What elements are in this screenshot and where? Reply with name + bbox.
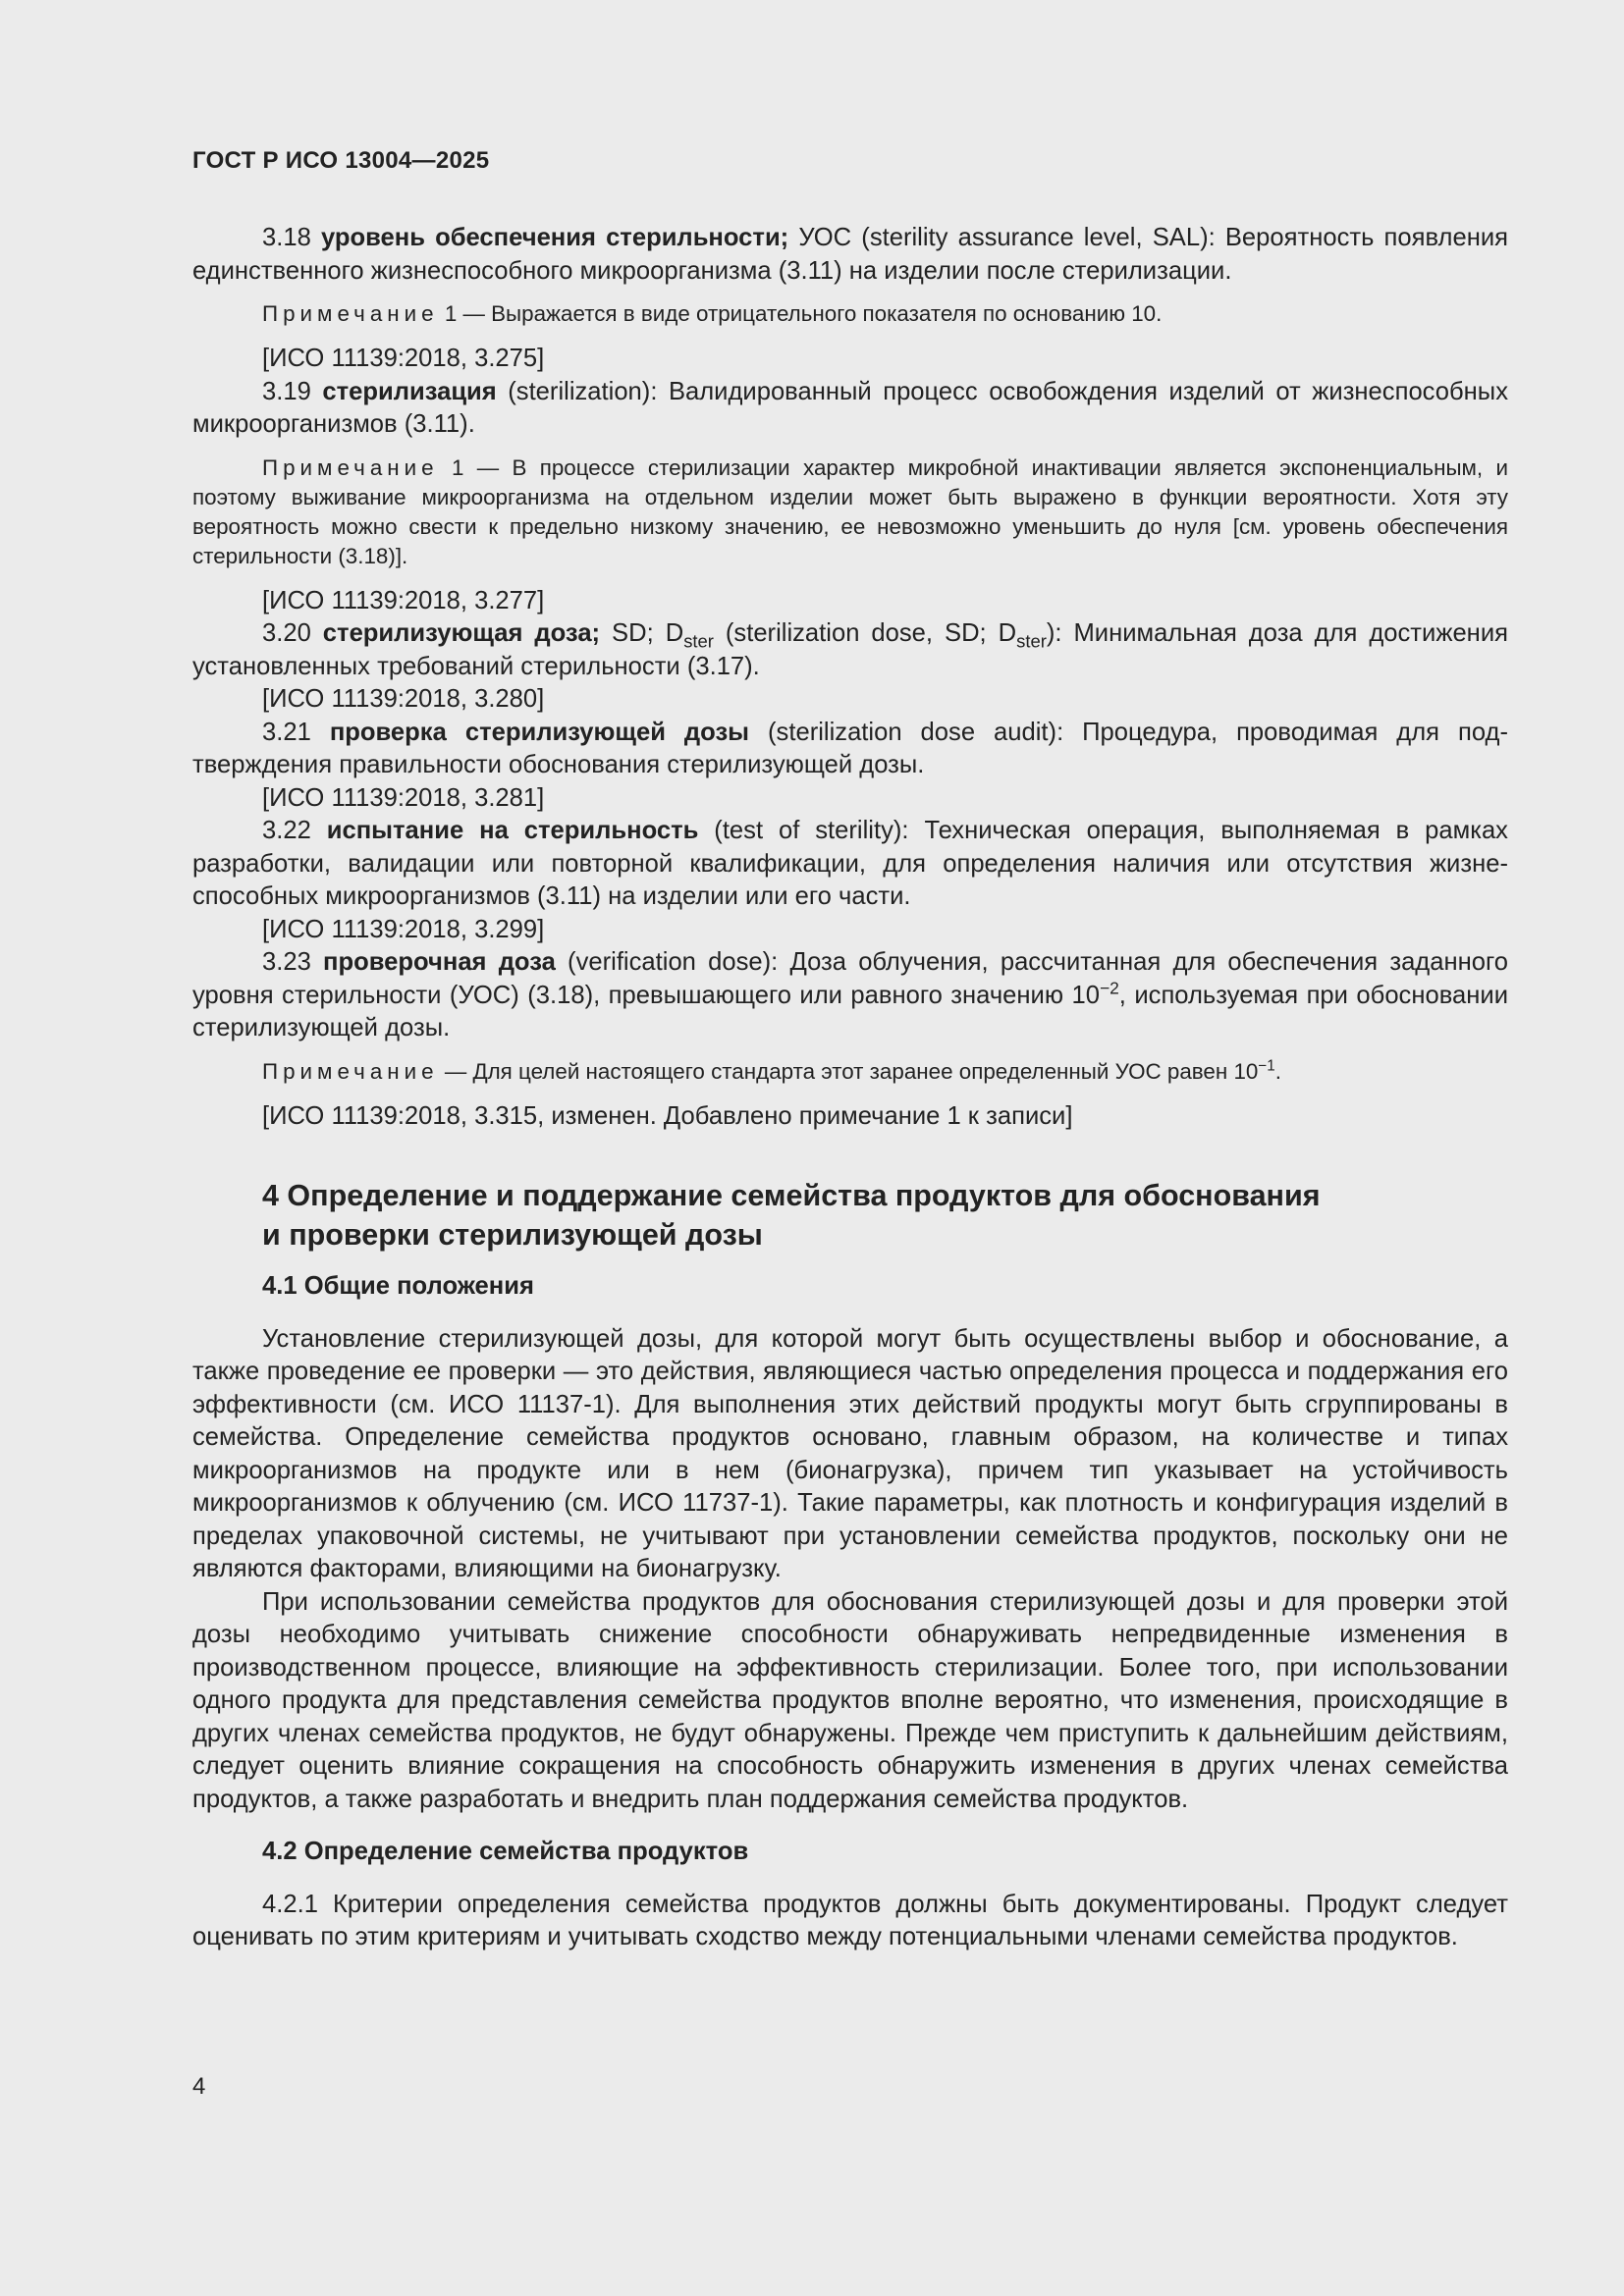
term-number: 3.19 <box>262 377 323 405</box>
reference-3-22: [ИСО 11139:2018, 3.299] <box>262 915 545 943</box>
term-definition: УОС (sterility assurance level, SAL): Вероятность появления единственного жизнеспособного микроорганизма (3.11) на изделии после стерилизации. <box>192 224 1508 285</box>
note-text: . <box>1274 1058 1281 1084</box>
reference-3-18: [ИСО 11139:2018, 3.275] <box>262 345 545 372</box>
note-3-23 <box>192 1057 1508 1087</box>
paragraph-4-1-2: При использовании семейства продуктов для обоснования стерилизующей дозы и для проверки этой дозы необходимо учитывать снижение способности обнаруживать непредвиденные изменения в производственном процессе, влияющие на эффективность стерилизации. Более того, при использовании одного продукта для представления семейства продуктов вполне вероятно, что изменения, происходящие в других членах семейства продуктов, не будут обнаружены. Прежде чем приступить к дальнейшим действиям, следует оценить влияние сокращения на способность обнаружить изменения в других членах семейства продуктов, а также разработать и внедрить план поддержания семейства продуктов. <box>192 1587 1508 1813</box>
reference-3-21: [ИСО 11139:2018, 3.281] <box>262 783 545 812</box>
section-4-heading-line: 4 Определение и поддержание семейства продуктов для обоснования <box>262 1179 1321 1212</box>
term-definition-part: ): Минимальная доза для достижения установленных требований стерильности (3.17). <box>192 619 1508 680</box>
term-3-18 <box>192 222 1508 288</box>
note-label: Примечание <box>262 454 439 480</box>
term-3-23 <box>192 946 1508 1045</box>
term-definition: (sterilization): Валидированный процесс освобождения изделий от жизнеспособных микроорганизмов (3.11). <box>192 377 1508 438</box>
paragraph-4-2-1: 4.2.1 Критерии определения семейства продуктов должны быть документированы. Продукт следует оценивать по этим критериям и учитывать сходство между потенциальными членами семейства продуктов. <box>192 1890 1508 1950</box>
document-body <box>192 222 1508 1954</box>
term-name: стерилизующая доза; <box>322 619 601 647</box>
note-label: Примечание <box>262 301 439 326</box>
superscript: −1 <box>1258 1057 1275 1075</box>
term-name: стерилизация <box>322 377 497 405</box>
term-3-20 <box>192 617 1508 683</box>
note-text: 1 — В процессе стерилизации характер микробной инактивации является экспоненциальным, и поэтому выживание микроорганизма на отдельном изделии может быть выражено в функции вероятности. Хотя эту вероятность можно свести к предельно низкому значению, ее невозможно уменьшить до нуля [см. уровень обеспечения стерильности (3.18)]. <box>192 454 1508 568</box>
term-definition: (sterilization dose audit): Процедура, проводимая для подтверждения правильности обоснования стерилизующей дозы. <box>192 718 1508 778</box>
term-definition-part: SD; D <box>600 619 684 647</box>
term-number: 3.21 <box>262 718 330 746</box>
term-definition: (test of sterility): Техническая операция, выполняемая в рамках разработки, валидации или повторной квалификации, для определения наличия или отсутствия жизнеспособных микроорганизмов (3.11) на изделии или его части. <box>192 817 1508 910</box>
term-number: 3.23 <box>262 948 324 976</box>
term-name: уровень обеспечения стерильности; <box>320 224 789 251</box>
superscript: −2 <box>1099 977 1119 997</box>
subsection-4-2-heading: 4.2 Определение семейства продуктов <box>262 1838 749 1865</box>
subscript: ster <box>1016 630 1047 652</box>
note-text: — Для целей настоящего стандарта этот заранее определенный УОС равен 10 <box>438 1058 1259 1084</box>
note-3-18 <box>192 299 1508 329</box>
page-number: 4 <box>192 2073 206 2100</box>
note-label: Примечание <box>262 1058 439 1084</box>
subsection-4-1-heading: 4.1 Общие положения <box>262 1272 534 1300</box>
term-number: 3.18 <box>262 224 321 251</box>
term-definition-part: (sterilization dose, SD; D <box>713 619 1017 647</box>
term-name: проверка стерилизующей дозы <box>329 718 750 746</box>
subscript: ster <box>683 630 714 652</box>
document-header: ГОСТ Р ИСО 13004—2025 <box>192 147 490 174</box>
term-3-22 <box>192 815 1508 914</box>
term-definition-part: , используемая при обосновании стерилизующей дозы. <box>192 981 1508 1041</box>
section-4-heading <box>192 1176 1508 1255</box>
reference-3-23: [ИСО 11139:2018, 3.315, изменен. Добавлено примечание 1 к записи] <box>262 1101 1073 1130</box>
term-3-21 <box>192 717 1508 782</box>
note-text: 1 — Выражается в виде отрицательного показателя по основанию 10. <box>438 301 1163 326</box>
reference-3-19: [ИСО 11139:2018, 3.277] <box>262 586 545 614</box>
term-number: 3.20 <box>262 619 323 647</box>
term-name: испытание на стерильность <box>326 817 699 844</box>
section-4-heading-line: и проверки стерилизующей дозы <box>262 1218 763 1252</box>
paragraph-4-1-1: Установление стерилизующей дозы, для которой могут быть осуществлены выбор и обоснование, а также проведение ее проверки — это действия, являющиеся частью определения процесса и поддержания его эффективности (см. ИСО 11137-1). Для выполнения этих действий продукты могут быть сгруппированы в семейства. Определение семейства продуктов основано, главным образом, на количестве и типах микроорганизмов на продукте или в нем (бионагрузка), причем тип указывает на устойчивость микроорганизмов к облучению (см. ИСО 11737-1). Такие параметры, как плотность и конфигурация изделий в пределах упаковочной системы, не учитывают при установлении семейства продуктов, поскольку они не являются факторами, влияющими на бионагрузку. <box>192 1324 1508 1582</box>
term-3-19 <box>192 376 1508 442</box>
reference-3-20: [ИСО 11139:2018, 3.280] <box>262 685 545 713</box>
note-3-19 <box>192 454 1508 571</box>
term-number: 3.22 <box>262 817 327 844</box>
term-name: проверочная доза <box>323 948 556 976</box>
term-definition-part: (verification dose): Доза облучения, рассчитанная для обеспечения заданного уровня стерильности (УОС) (3.18), превышающего или равного значению 10 <box>192 948 1508 1009</box>
